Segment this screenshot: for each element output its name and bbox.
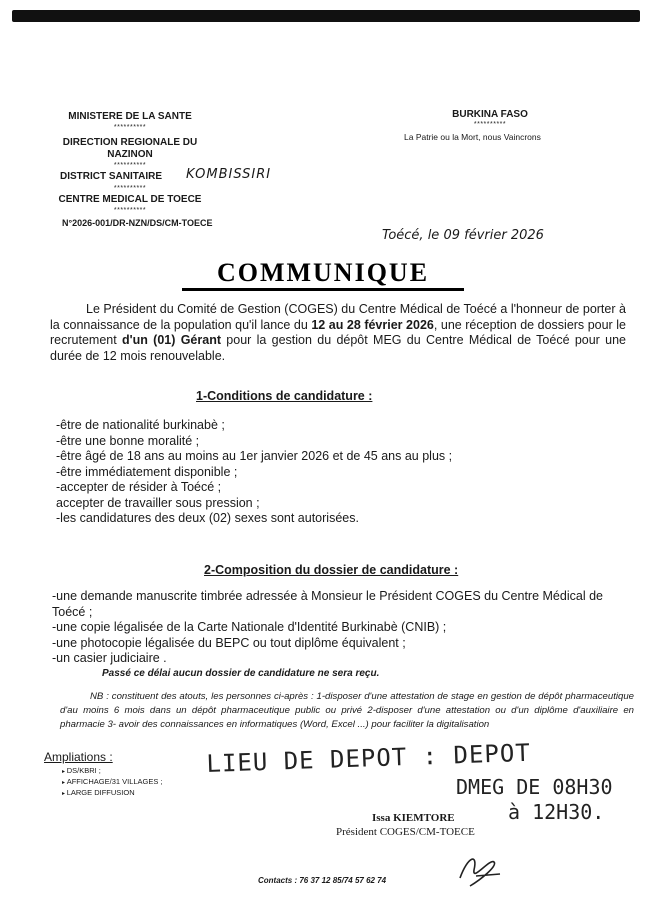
list-item: -être une bonne moralité ; — [56, 433, 200, 448]
intro-dates: 12 au 28 février 2026 — [311, 317, 434, 332]
page-title: COMMUNIQUE — [182, 258, 464, 291]
stars-separator: ********** — [113, 162, 147, 169]
direction-line1: DIRECTION REGIONALE DU — [62, 137, 198, 148]
list-item: accepter de travailler sous pression ; — [56, 495, 260, 510]
list-item: -une photocopie légalisée du BEPC ou tout diplôme équivalent ; — [52, 635, 406, 650]
nb-paragraph: NB : constituent des atouts, les personnes ci-après : 1-disposer d'une attestation de stage en gestion de dépôt pharmaceutique d'au moins 6 mois dans un dépôt pharmaceutique public ou privé 2-disposer d'une attestation ou d'un diplôme d'auxiliaire en pharmacie 3- avoir des connaissances en informatiques (Word, Excel ...) pour faciliter la digitalisation — [60, 691, 634, 730]
stars-separator: ********** — [473, 121, 507, 128]
stars-separator: ********** — [113, 124, 147, 131]
list-item: ▸ DS/KBRI ; — [62, 766, 163, 777]
national-motto: La Patrie ou la Mort, nous Vaincrons — [404, 132, 541, 142]
stars-separator: ********** — [113, 207, 147, 214]
handwritten-depot-line3: à 12H30. — [508, 800, 605, 824]
list-item: -une demande manuscrite timbrée adressée à Monsieur le Président COGES du Centre Médical de Toécé ; — [52, 589, 603, 619]
reference-number: N°2026-001/DR-NZN/DS/CM-TOECE — [62, 218, 213, 228]
date-line: Toécé, le 09 février 2026 — [382, 228, 544, 243]
list-item: -être âgé de 18 ans au moins au 1er janvier 2026 et de 45 ans au plus ; — [56, 449, 453, 463]
district-handwritten: KOMBISSIRI — [186, 167, 272, 182]
contact-line: Contacts : 76 37 12 85/74 57 62 74 — [258, 876, 387, 885]
list-item: -être de nationalité burkinabè ; — [56, 418, 225, 432]
intro-part1: Le Président du Comité de Gestion (COGES) du Centre Médical de Toécé a l'honneur de porter à la connaissance de la population qu'il lance du — [50, 302, 626, 332]
ministry-name: MINISTERE DE LA SANTE — [68, 111, 192, 122]
section2-title: 2-Composition du dossier de candidature : — [204, 563, 459, 577]
list-item: ▸ AFFICHAGE/31 VILLAGES ; — [62, 777, 163, 788]
list-item: ▸ LARGE DIFFUSION — [62, 788, 163, 799]
list-item: -une copie légalisée de la Carte Nationale d'Identité Burkinabè (CNIB) ; — [52, 620, 447, 634]
handwritten-depot-line2: DMEG DE 08H30 — [456, 775, 613, 799]
dossier-list — [52, 589, 612, 667]
intro-part2: , une réception de dossiers pour le recrutement — [50, 317, 626, 347]
scan-top-edge — [12, 10, 640, 22]
section1-title: 1-Conditions de candidature : — [196, 389, 373, 403]
stars-separator: ********** — [113, 185, 147, 192]
handwritten-depot-line1: LIEU DE DEPOT : DEPOT — [206, 738, 532, 778]
centre-name: CENTRE MEDICAL DE TOECE — [58, 194, 202, 205]
list-item: -accepter de résider à Toécé ; — [56, 480, 222, 494]
signatory-name: Issa KIEMTORE — [372, 812, 455, 824]
intro-part3: pour la gestion du dépôt MEG du Centre Médical de Toécé pour une durée de 12 mois renouvelable. — [50, 333, 627, 363]
district-label: DISTRICT SANITAIRE — [60, 171, 163, 182]
ampliations-list — [62, 766, 163, 799]
direction-line2: NAZINON — [107, 149, 153, 160]
country-name: BURKINA FASO — [452, 109, 528, 120]
signature-scribble-icon — [450, 848, 510, 893]
list-item: -être immédiatement disponible ; — [56, 464, 238, 479]
intro-paragraph — [50, 302, 626, 364]
list-item: -un casier judiciaire . — [52, 651, 167, 665]
deadline-note: Passé ce délai aucun dossier de candidature ne sera reçu. — [102, 668, 380, 679]
intro-post: d'un (01) Gérant — [122, 333, 221, 347]
ampliations-title: Ampliations : — [44, 750, 113, 764]
signatory-role: Président COGES/CM-TOECE — [336, 826, 475, 838]
list-item: -les candidatures des deux (02) sexes sont autorisées. — [56, 511, 359, 525]
conditions-list — [56, 418, 452, 527]
